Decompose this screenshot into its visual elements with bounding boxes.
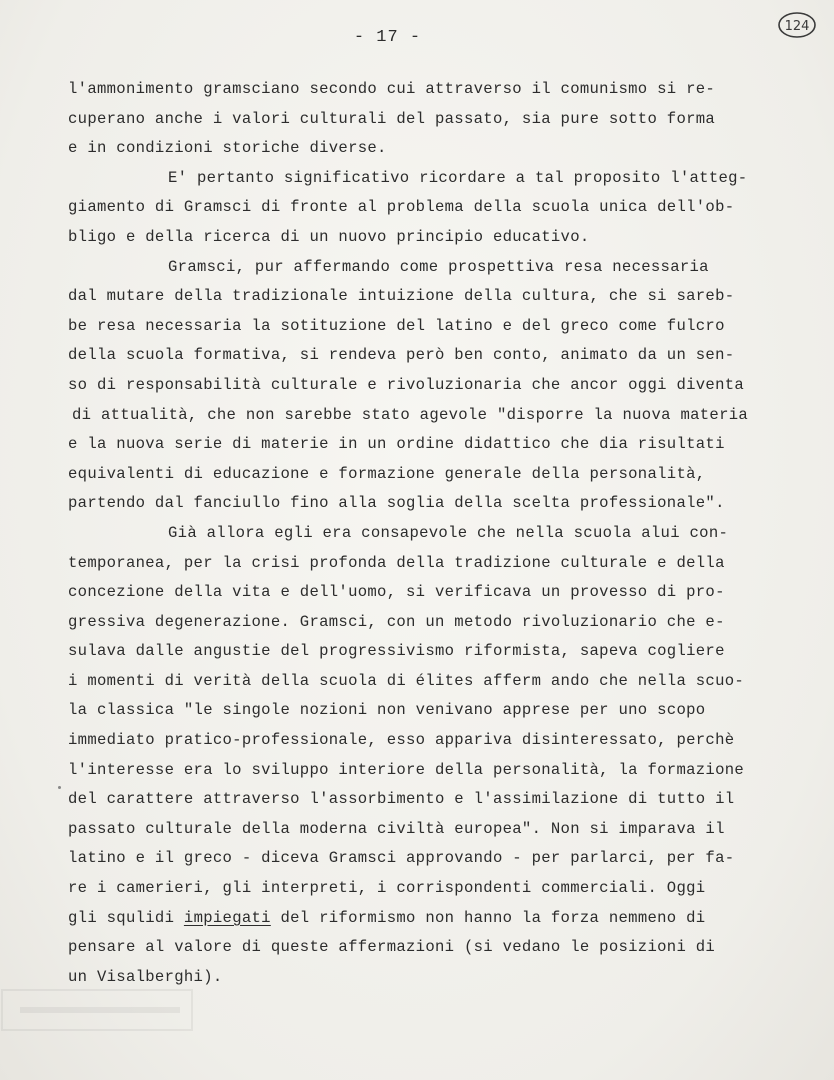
text-line: passato culturale della moderna civiltà europea". Non si imparava il [68, 819, 725, 838]
text-line: di attualità, che non sarebbe stato agevole "disporre la nuova materia [72, 405, 749, 424]
text-line: l'ammonimento gramsciano secondo cui attraverso il comunismo si re- [68, 80, 716, 98]
text-line: del carattere attraverso l'assorbimento e l'assimilazione di tutto il [68, 790, 735, 809]
text-line: E' pertanto significativo ricordare a tal proposito l'atteg- [168, 168, 748, 187]
text-line: i momenti di verità della scuola di élites afferm ando che nella scuo- [68, 671, 745, 690]
text-line: la classica "le singole nozioni non venivano apprese per uno scopo [68, 701, 706, 720]
text-line: temporanea, per la crisi profonda della tradizione culturale e della [68, 553, 725, 572]
text-line: della scuola formativa, si rendeva però ben conto, animato da un sen- [68, 346, 735, 365]
text-line: Già allora egli era consapevole che nella scuola alui con- [168, 523, 729, 542]
text-line: partendo dal fanciullo fino alla soglia della scelta professionale". [68, 494, 725, 513]
archive-stamp-icon [776, 10, 818, 40]
text-line: e la nuova serie di materie in un ordine didattico che dia risultati [68, 435, 725, 454]
underlined-word: impiegati [183, 908, 271, 927]
archive-mark-number: 124 [784, 19, 810, 34]
typewritten-text [68, 75, 773, 992]
archive-watermark-icon [0, 980, 200, 1040]
text-segment: del riformismo non hanno la forza nemmeno di [270, 908, 706, 927]
text-line: e in condizioni storiche diverse. [68, 139, 387, 158]
text-line: gressiva degenerazione. Gramsci, con un metodo rivoluzionario che e- [68, 612, 725, 631]
text-line: bligo e della ricerca di un nuovo principio educativo. [68, 227, 590, 246]
text-line: re i camerieri, gli interpreti, i corrispondenti commerciali. Oggi [68, 879, 706, 898]
text-line: cuperano anche i valori culturali del passato, sia pure sotto forma [68, 109, 716, 128]
text-line: giamento di Gramsci di fronte al problema della scuola unica dell'ob- [68, 198, 735, 217]
text-line: concezione della vita e dell'uomo, si verificava un provesso di pro- [68, 583, 725, 602]
text-line: l'interesse era lo sviluppo interiore della personalità, la formazione [68, 760, 745, 779]
text-line: equivalenti di educazione e formazione generale della personalità, [68, 464, 706, 483]
text-line: latino e il greco - diceva Gramsci approvando - per parlarci, per fa- [68, 849, 735, 868]
text-line: so di responsabilità culturale e rivoluzionaria che ancor oggi diventa [68, 375, 745, 394]
text-line: pensare al valore di queste affermazioni (si vedano le posizioni di [68, 938, 716, 957]
page-number: - 17 - [353, 28, 422, 47]
text-line: dal mutare della tradizionale intuizione della cultura, che si sareb- [68, 287, 735, 306]
margin-dot [58, 786, 61, 789]
text-line [68, 904, 773, 934]
text-line: sulava dalle angustie del progressivismo riformista, sapeva cogliere [68, 642, 725, 661]
text-line: un Visalberghi). [68, 967, 223, 986]
text-line: immediato pratico-professionale, esso appariva disinteressato, perchè [68, 731, 735, 750]
text-line: be resa necessaria la sotituzione del latino e del greco come fulcro [68, 316, 725, 335]
text-segment: gli squlidi [68, 908, 184, 927]
text-line: Gramsci, pur affermando come prospettiva resa necessaria [168, 257, 709, 276]
